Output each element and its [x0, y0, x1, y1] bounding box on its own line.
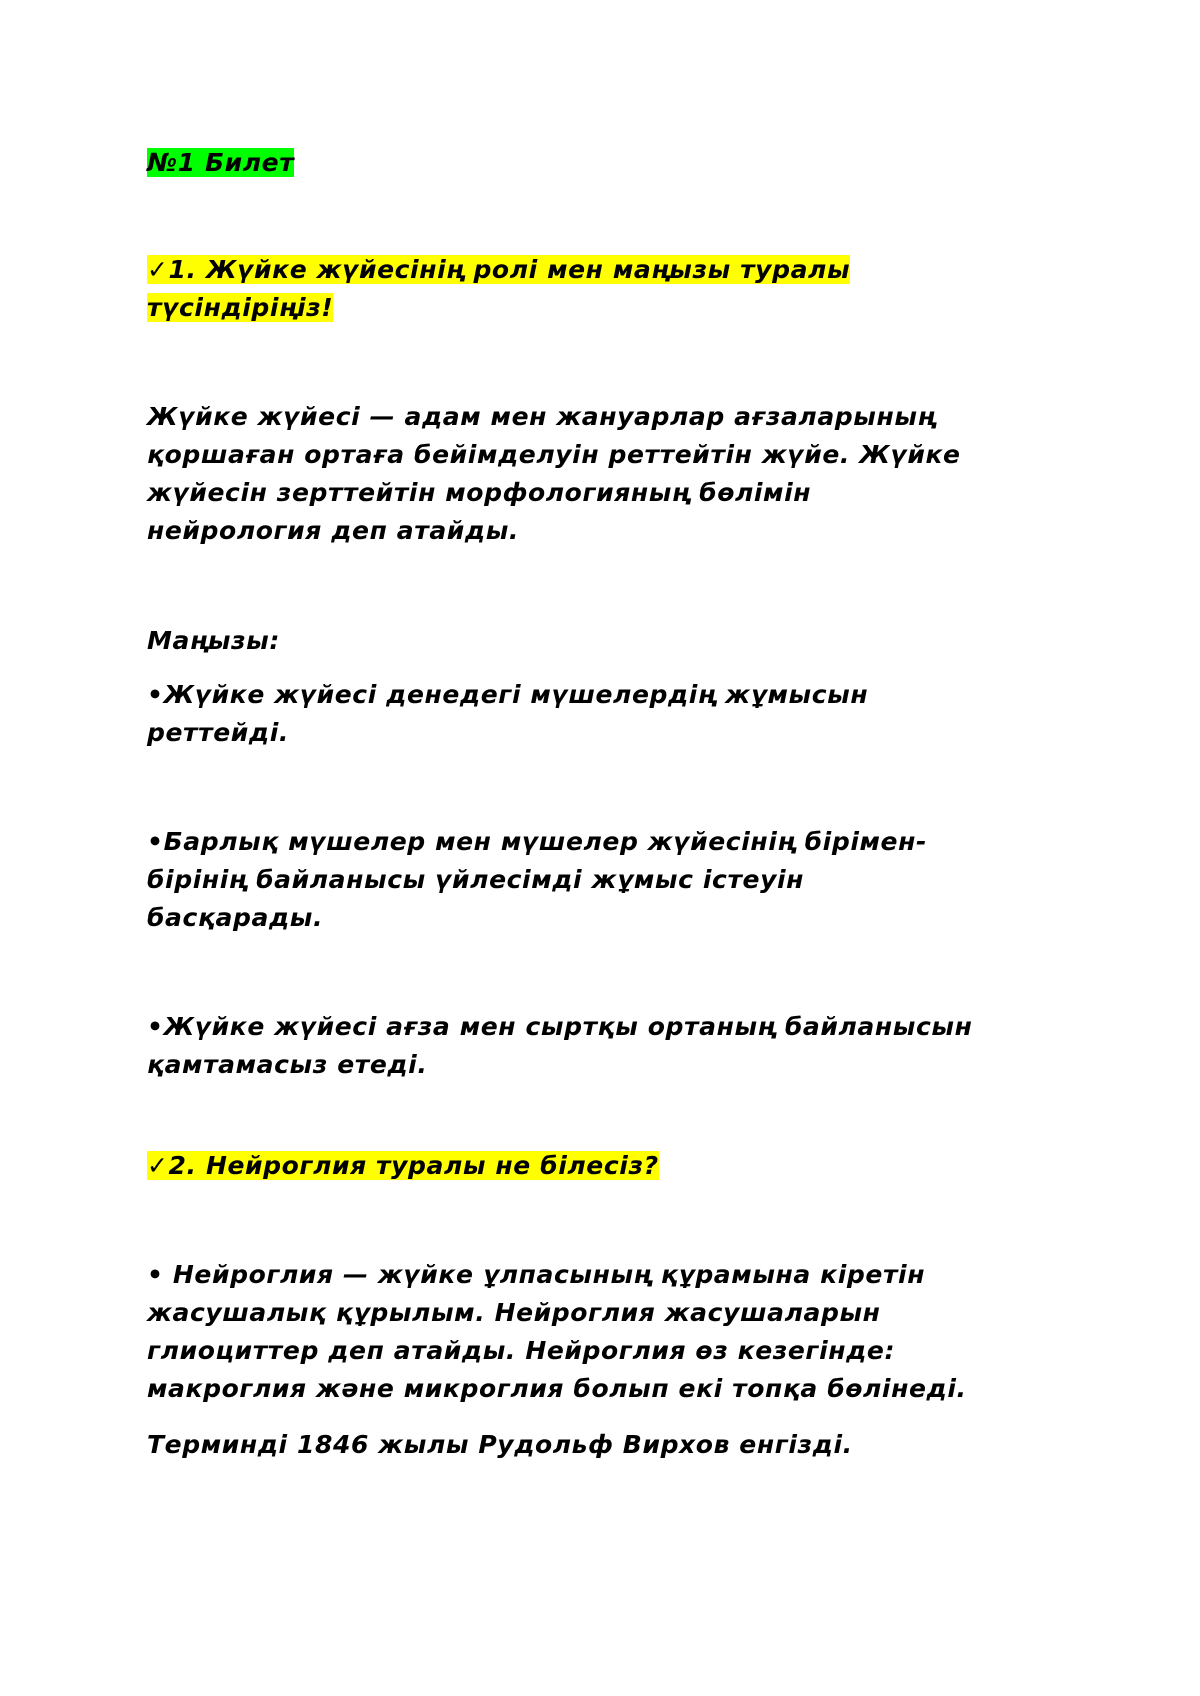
importance-label: Маңызы:	[147, 626, 280, 655]
question-1-line-1: ✓1. Жүйке жүйесінің ролі мен маңызы туралы	[147, 255, 851, 284]
bullet-2-line-1: •Барлық мүшелер мен мүшелер жүйесінің бірімен-	[147, 827, 927, 856]
term-origin-line: Терминді 1846 жылы Рудольф Вирхов енгізді.	[147, 1430, 853, 1459]
question-2-text: ✓2. Нейроглия туралы не білесіз?	[147, 1151, 659, 1180]
answer-2-paragraph-line-1: • Нейроглия — жүйке ұлпасының құрамына кіретін	[147, 1260, 926, 1289]
ticket-title	[147, 144, 294, 182]
question-1-line-2: түсіндіріңіз!	[147, 293, 334, 322]
answer-1-paragraph-line-1: Жүйке жүйесі — адам мен жануарлар ағзаларының	[147, 402, 936, 431]
answer-2-paragraph-line-4: макроглия және микроглия болып екі топқа бөлінеді.	[147, 1374, 967, 1403]
bullet-1-line-2: реттейді.	[147, 718, 289, 747]
bullet-3-line-2: қамтамасыз етеді.	[147, 1050, 428, 1079]
bullet-1-line-1: •Жүйке жүйесі денедегі мүшелердің жұмысын	[147, 680, 869, 709]
answer-2-paragraph-line-2: жасушалық құрылым. Нейроглия жасушаларын	[147, 1298, 881, 1327]
answer-1-paragraph-line-4: нейрология деп атайды.	[147, 516, 520, 545]
answer-2-paragraph-line-3: глиоциттер деп атайды. Нейроглия өз кезегінде:	[147, 1336, 896, 1365]
ticket-title-text: №1 Билет	[147, 148, 295, 177]
answer-1-paragraph-line-2: қоршаған ортаға бейімделуін реттейтін жүйе. Жүйке	[147, 440, 961, 469]
bullet-3-line-1: •Жүйке жүйесі ағза мен сыртқы ортаның байланысын	[147, 1012, 973, 1041]
bullet-2-line-3: басқарады.	[147, 903, 324, 932]
question-2	[147, 1147, 659, 1185]
bullet-2-line-2: бірінің байланысы үйлесімді жұмыс істеуін	[147, 865, 805, 894]
answer-1-paragraph-line-3: жүйесін зерттейтін морфологияның бөлімін	[147, 478, 812, 507]
